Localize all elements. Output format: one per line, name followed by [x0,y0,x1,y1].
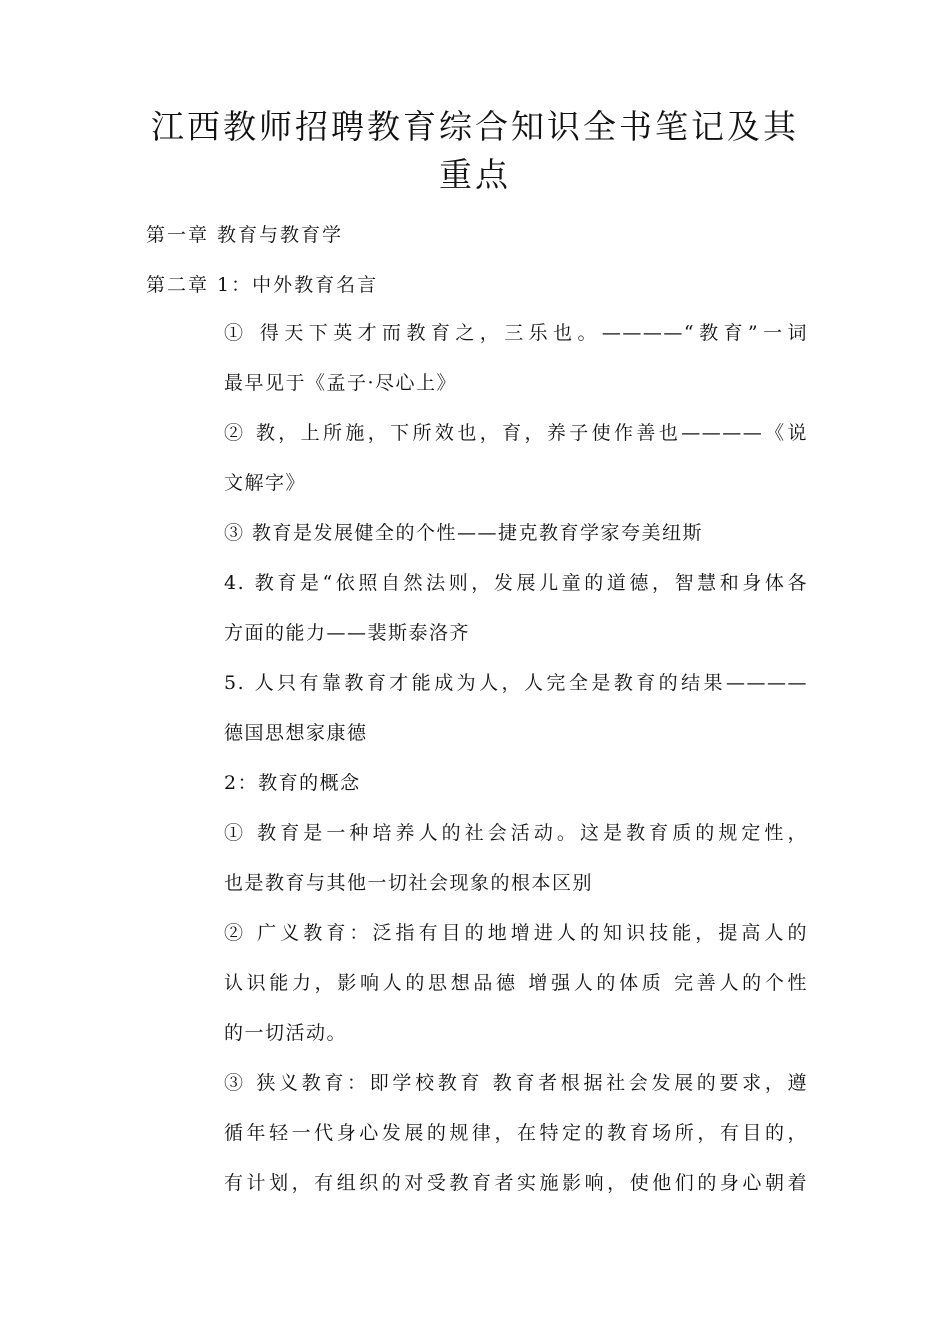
document-title-line-2: 重点 [439,155,511,194]
section-heading: 2：教育的概念 [224,772,361,794]
text-line: ② 广义教育：泛指有目的地增进人的知识技能，提高人的 [224,922,808,944]
text-line: 循年轻一代身心发展的规律，在特定的教育场所，有目的， [224,1122,808,1144]
text-line: ③ 教育是发展健全的个性——捷克教育学家夸美纽斯 [224,522,704,544]
text-line: 的一切活动。 [224,1022,348,1044]
document-title-line-1: 江西教师招聘教育综合知识全书笔记及其 [151,107,799,146]
text-line: ② 教，上所施，下所效也，育，养子使作善也————《说 [224,422,808,444]
text-line: 最早见于《孟子·尽心上》 [224,372,458,394]
text-line: ① 得天下英才而教育之，三乐也。————“教育”一词 [224,322,808,344]
text-line: 4. 教育是“依照自然法则，发展儿童的道德，智慧和身体各 [224,572,808,594]
text-line: 认识能力，影响人的思想品德 增强人的体质 完善人的个性 [224,972,808,994]
text-line: 也是教育与其他一切社会现象的根本区别 [224,872,594,894]
chapter-heading-1: 第一章 教育与教育学 [146,224,344,246]
text-line: ③ 狭义教育：即学校教育 教育者根据社会发展的要求，遵 [224,1072,808,1094]
text-line: 德国思想家康德 [224,722,368,744]
text-line: 方面的能力——裴斯泰洛齐 [224,622,471,644]
text-line: 文解字》 [224,472,307,494]
text-line: ① 教育是一种培养人的社会活动。这是教育质的规定性， [224,822,808,844]
text-line: 有计划，有组织的对受教育者实施影响，使他们的身心朝着 [224,1172,808,1194]
chapter-heading-2: 第二章 1：中外教育名言 [146,274,379,296]
text-line: 5. 人只有靠教育才能成为人，人完全是教育的结果———— [224,672,808,694]
